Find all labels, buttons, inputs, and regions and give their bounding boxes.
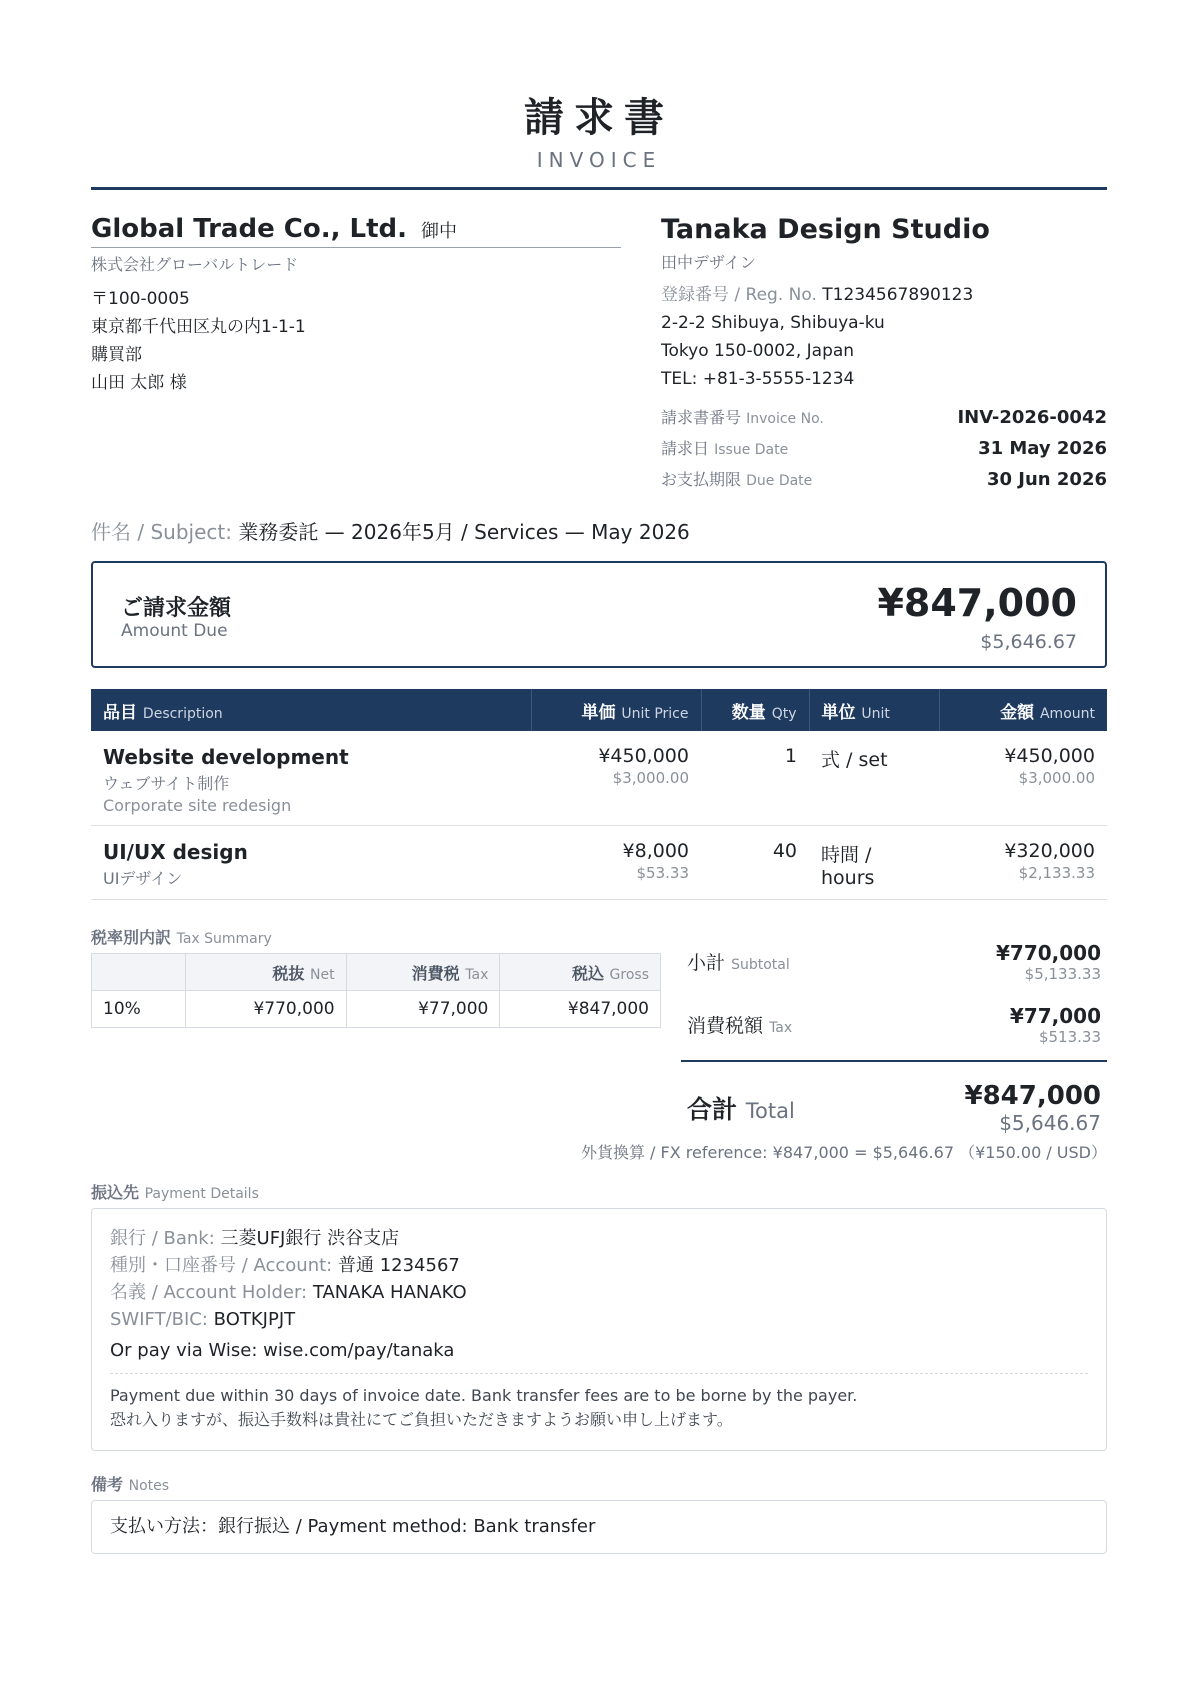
subject-value: 業務委託 — 2026年5月 / Services — May 2026 — [238, 520, 690, 544]
vendor-details — [661, 281, 1107, 393]
item-name-jp: ウェブサイト制作 — [103, 774, 230, 793]
tax-summary-title — [91, 925, 272, 948]
payment-swift — [110, 1306, 1088, 1333]
tax-col-rate — [92, 954, 186, 991]
subject-label: 件名 / Subject: — [91, 520, 232, 544]
meta-label-jp: 請求日 — [661, 439, 710, 458]
item-amount-usd: $2,133.33 — [1018, 864, 1095, 882]
payment-divider — [110, 1373, 1088, 1374]
meta-label-en: Invoice No. — [746, 411, 824, 427]
col-en: Unit — [861, 705, 890, 722]
col-jp: 単位 — [821, 702, 856, 723]
payment-wise: Or pay via Wise: wise.com/pay/tanaka — [110, 1340, 455, 1361]
tax-value — [1010, 1004, 1101, 1046]
amount-due-label-en: Amount Due — [121, 621, 228, 641]
meta-label — [661, 405, 824, 428]
meta-label-jp: お支払期限 — [661, 470, 742, 489]
payment-line-value: 三菱UFJ銀行 渋谷支店 — [220, 1228, 400, 1249]
tax-label-jp: 消費税額 — [687, 1015, 764, 1037]
col-en: Qty — [771, 705, 797, 722]
payment-details-box — [91, 1208, 1107, 1451]
item-description — [91, 826, 531, 900]
subtotal-label — [687, 948, 790, 975]
item-amount — [939, 826, 1107, 900]
vendor-block — [661, 214, 1107, 498]
item-name: Website development — [103, 745, 349, 769]
tax-summary-table — [91, 953, 661, 1028]
payment-bank — [110, 1225, 1088, 1252]
meta-label-en: Due Date — [746, 473, 813, 489]
client-honorific: 御中 — [421, 221, 458, 242]
tax-summary-header — [92, 954, 661, 991]
issue-date: 31 May 2026 — [978, 438, 1107, 459]
notes-title-en: Notes — [128, 1478, 170, 1494]
tax-summary-title-jp: 税率別内訳 — [91, 928, 172, 947]
tax-tax: ¥77,000 — [346, 991, 500, 1028]
client-kana: 株式会社グローバルトレード — [91, 255, 299, 274]
col-jp: 単価 — [581, 702, 616, 723]
item-note: Corporate site redesign — [103, 796, 292, 815]
notes-title — [91, 1472, 169, 1495]
subtotal-jpy: ¥770,000 — [995, 940, 1101, 965]
line-items-header — [91, 689, 1107, 731]
payment-account — [110, 1252, 1088, 1279]
client-address — [91, 285, 621, 397]
subject-line — [91, 516, 690, 545]
subtotal-row — [681, 930, 1107, 993]
amount-due-label-jp: ご請求金額 — [121, 596, 232, 621]
title-en: INVOICE — [536, 148, 662, 172]
col-en: Unit Price — [621, 705, 689, 722]
subtotal-label-jp: 小計 — [687, 952, 726, 974]
tax-col-gross — [500, 954, 661, 991]
tax-jpy: ¥77,000 — [1009, 1003, 1101, 1028]
payment-title — [91, 1180, 259, 1203]
table-row — [91, 826, 1107, 900]
vendor-tel: TEL: +81-3-5555-1234 — [661, 369, 855, 389]
subtotal-value — [996, 941, 1101, 983]
item-name: UI/UX design — [103, 840, 248, 864]
totals-block — [681, 930, 1107, 1154]
payment-note-jp: 恐れ入りますが、振込手数料は貴社にてご負担いただきますようお願い申し上げます。 — [110, 1410, 733, 1429]
item-price — [531, 731, 701, 826]
meta-row-due-date — [661, 467, 1107, 498]
col-jp: 消費税 — [411, 963, 460, 983]
client-postal: 〒100-0005 — [91, 289, 190, 309]
vendor-reg — [661, 281, 1107, 309]
payment-title-jp: 振込先 — [91, 1183, 140, 1202]
invoice-meta — [661, 405, 1107, 498]
vendor-reg-label: 登録番号 / Reg. No. — [661, 285, 817, 305]
payment-line-value: TANAKA HANAKO — [312, 1282, 467, 1303]
item-qty: 1 — [701, 731, 809, 826]
col-jp: 数量 — [731, 702, 766, 723]
payment-line-label: 銀行 / Bank: — [110, 1228, 215, 1249]
item-qty: 40 — [701, 826, 809, 900]
subtotal-usd: $5,133.33 — [1024, 964, 1101, 983]
item-amount-jpy: ¥450,000 — [1004, 745, 1095, 767]
amount-due-box — [91, 561, 1107, 668]
item-price-jpy: ¥8,000 — [622, 840, 689, 862]
item-amount-jpy: ¥320,000 — [1004, 840, 1095, 862]
tax-label-en: Tax — [769, 1020, 793, 1036]
item-amount-usd: $3,000.00 — [1018, 769, 1095, 787]
subtotal-label-en: Subtotal — [731, 957, 790, 973]
payment-line-label: 名義 / Account Holder: — [110, 1282, 308, 1303]
col-en: Description — [142, 705, 223, 722]
table-row — [91, 731, 1107, 826]
col-en: Tax — [465, 966, 489, 983]
grand-total-label — [687, 1090, 795, 1126]
item-name-jp: UIデザイン — [103, 869, 183, 888]
col-jp: 税込 — [571, 963, 604, 983]
tax-row — [681, 993, 1107, 1056]
col-unit-price — [531, 689, 701, 731]
col-jp: 金額 — [1000, 702, 1035, 723]
amount-due-usd: $5,646.67 — [980, 631, 1077, 653]
payment-holder — [110, 1279, 1088, 1306]
client-name: Global Trade Co., Ltd. — [91, 214, 408, 244]
item-unit: 時間 / hours — [809, 826, 939, 900]
vendor-address1: 2-2-2 Shibuya, Shibuya-ku — [661, 313, 885, 333]
client-block — [91, 214, 621, 397]
item-unit: 式 / set — [809, 731, 939, 826]
item-price — [531, 826, 701, 900]
tax-label — [687, 1011, 792, 1038]
col-jp: 税抜 — [272, 963, 305, 983]
vendor-name: Tanaka Design Studio — [661, 214, 990, 245]
item-price-jpy: ¥450,000 — [598, 745, 689, 767]
client-address-line: 東京都千代田区丸の内1-1-1 — [91, 317, 306, 337]
grand-total-usd: $5,646.67 — [999, 1111, 1101, 1135]
notes-title-jp: 備考 — [91, 1475, 124, 1494]
payment-line-label: SWIFT/BIC: — [110, 1309, 208, 1330]
vendor-reg-no: T1234567890123 — [822, 285, 974, 305]
item-price-usd: $53.33 — [636, 864, 689, 882]
meta-label-jp: 請求書番号 — [661, 408, 742, 427]
meta-row-issue-date — [661, 436, 1107, 467]
item-amount — [939, 731, 1107, 826]
client-department: 購買部 — [91, 345, 142, 365]
client-name-row — [91, 214, 621, 248]
vendor-kana: 田中デザイン — [661, 253, 756, 272]
notes-box: 支払い方法：銀行振込 / Payment method: Bank transfer — [91, 1500, 1107, 1554]
fx-reference: 外貨換算 / FX reference: ¥847,000 = $5,646.67 （¥150.00 / USD） — [580, 1143, 1107, 1162]
title-rule — [91, 187, 1107, 190]
col-description — [91, 689, 531, 731]
amount-due-jpy: ¥847,000 — [877, 581, 1077, 625]
meta-label — [661, 467, 812, 490]
payment-line-label: 種別・口座番号 / Account: — [110, 1255, 333, 1276]
invoice-number: INV-2026-0042 — [957, 407, 1107, 428]
line-items-table — [91, 689, 1107, 900]
col-unit — [809, 689, 939, 731]
col-jp: 品目 — [103, 702, 137, 723]
tax-gross: ¥847,000 — [500, 991, 661, 1028]
col-amount — [939, 689, 1107, 731]
client-contact: 山田 太郎 様 — [91, 373, 187, 393]
grand-total-jpy: ¥847,000 — [964, 1081, 1101, 1111]
tax-net: ¥770,000 — [186, 991, 347, 1028]
due-date: 30 Jun 2026 — [986, 469, 1107, 490]
tax-col-tax — [346, 954, 500, 991]
meta-row-invoice-no — [661, 405, 1107, 436]
table-row — [92, 991, 661, 1028]
meta-label — [661, 436, 788, 459]
grand-total-label-jp: 合計 — [687, 1095, 738, 1124]
item-description — [91, 731, 531, 826]
col-en: Gross — [609, 966, 649, 983]
vendor-address2: Tokyo 150-0002, Japan — [661, 341, 855, 361]
tax-col-net — [186, 954, 347, 991]
payment-title-en: Payment Details — [144, 1186, 259, 1202]
grand-total-label-en: Total — [745, 1099, 795, 1123]
col-en: Net — [310, 966, 335, 983]
grand-total-value — [964, 1081, 1101, 1135]
item-price-usd: $3,000.00 — [612, 769, 689, 787]
tax-rate: 10% — [92, 991, 186, 1028]
invoice-page — [91, 0, 1107, 1684]
payment-line-value: BOTKJPJT — [213, 1309, 296, 1330]
tax-summary-title-en: Tax Summary — [176, 931, 272, 947]
payment-line-value: 普通 1234567 — [337, 1255, 460, 1276]
meta-label-en: Issue Date — [714, 442, 789, 458]
col-qty — [701, 689, 809, 731]
payment-note-en: Payment due within 30 days of invoice date. Bank transfer fees are to be borne by the payer. — [110, 1386, 858, 1405]
title-block — [91, 92, 1107, 172]
title-jp: 請求書 — [524, 95, 674, 141]
tax-usd: $513.33 — [1038, 1027, 1101, 1046]
col-en: Amount — [1039, 705, 1095, 722]
